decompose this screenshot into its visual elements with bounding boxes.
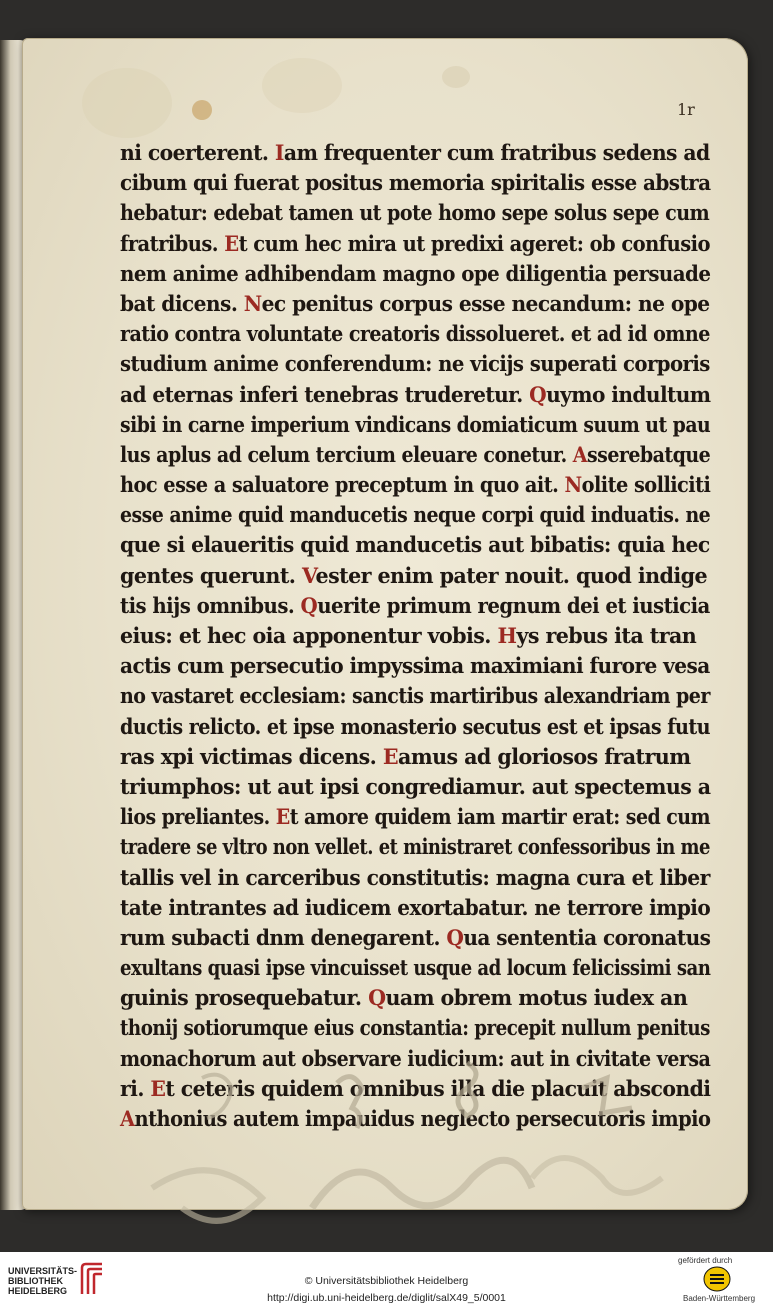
manuscript-line: gentes querunt. Vester enim pater nouit. quod indige	[120, 562, 708, 588]
faint-marginalia	[112, 1048, 732, 1238]
baden-wuerttemberg-emblem-icon	[703, 1266, 731, 1292]
manuscript-line: tallis vel in carceribus constitutis: magna cura et liber	[120, 864, 710, 890]
manuscript-line: tis hijs omnibus. Querite primum regnum dei et iusticia	[120, 592, 710, 618]
manuscript-line: ni coerterent. Iam frequenter cum fratribus sedens ad	[120, 140, 710, 165]
manuscript-line: hebatur: edebat tamen ut pote homo sepe solus sepe cum	[120, 200, 710, 226]
manuscript-line: Anthonius autem impauidus neglecto persecutoris impio	[120, 1106, 711, 1131]
stain-mark	[82, 68, 172, 138]
manuscript-line: ri. Et ceteris quidem omnibus illa die placuit abscondi	[120, 1075, 711, 1101]
folio-number: 1r	[677, 100, 695, 119]
funded-by-label: gefördert durch	[678, 1256, 733, 1265]
permalink[interactable]: http://digi.ub.uni-heidelberg.de/diglit/salX49_5/0001	[267, 1292, 506, 1304]
manuscript-line: lios preliantes. Et amore quidem iam martir erat: sed cum	[120, 804, 711, 830]
offset-ink-flourishes	[112, 1048, 732, 1238]
manuscript-line: que si elaueritis quid manducetis aut bibatis: quia hec	[120, 532, 710, 558]
manuscript-line: cibum qui fuerat positus memoria spiritalis esse abstra	[120, 170, 711, 196]
manuscript-line: bat dicens. Nec penitus corpus esse necandum: ne ope	[120, 290, 710, 316]
manuscript-line: actis cum persecutio impyssima maximiani furore vesa	[120, 653, 710, 679]
manuscript-line: triumphos: ut aut ipsi congrediamur. aut spectemus a	[120, 773, 711, 799]
copyright-notice: © Universitätsbibliothek Heidelberg	[304, 1275, 469, 1287]
stain-mark	[192, 100, 212, 120]
manuscript-line: monachorum aut observare iudicium: aut in civitate versa	[120, 1045, 711, 1071]
manuscript-line: ad eternas inferi tenebras truderetur. Quymo indultum	[120, 381, 711, 407]
manuscript-line: ras xpi victimas dicens. Eamus ad gloriosos fratrum	[120, 743, 691, 769]
manuscript-text	[120, 138, 720, 1134]
stain-mark	[262, 58, 342, 113]
library-name: UNIVERSITÄTS- BIBLIOTHEK HEIDELBERG	[8, 1266, 78, 1296]
manuscript-line: studium anime conferendum: ne vicijs superati corporis	[120, 351, 710, 377]
funder-name: Baden-Württemberg	[683, 1294, 756, 1303]
manuscript-page	[22, 38, 748, 1210]
manuscript-line: thonij sotiorumque eius constantia: precepit nullum penitus	[120, 1015, 710, 1041]
manuscript-line: tate intrantes ad iudicem exortabatur. ne terrore impio	[120, 894, 711, 920]
manuscript-line: ratio contra voluntate creatoris dissolueret. et ad id omne	[120, 321, 710, 347]
manuscript-line: sibi in carne imperium vindicans domiaticum suum ut pau	[120, 411, 711, 437]
manuscript-line: guinis prosequebatur. Quam obrem motus iudex an	[120, 985, 688, 1011]
manuscript-line: tradere se vltro non vellet. et ministraret confessoribus in me	[120, 834, 710, 860]
manuscript-line: lus aplus ad celum tercium eleuare conetur. Asserebatque	[120, 441, 711, 467]
manuscript-line: fratribus. Et cum hec mira ut predixi ageret: ob confusio	[120, 230, 710, 256]
manuscript-line: rum subacti dnm denegarent. Qua sententia coronatus	[120, 924, 711, 950]
manuscript-line: hoc esse a saluatore preceptum in quo ait. Nolite solliciti	[120, 472, 711, 498]
footer-bar	[0, 1252, 773, 1308]
manuscript-line: nem anime adhibendam magno ope diligentia persuade	[120, 260, 711, 286]
manuscript-line: ductis relicto. et ipse monasterio secutus est et ipsas futu	[120, 713, 711, 739]
manuscript-line: esse anime quid manducetis neque corpi quid induatis. ne	[120, 502, 711, 528]
manuscript-line: exultans quasi ipse vincuisset usque ad locum felicissimi san	[120, 955, 711, 981]
stain-mark	[442, 66, 470, 88]
manuscript-line: no vastaret ecclesiam: sanctis martiribus alexandriam per	[120, 683, 710, 709]
manuscript-line: eius: et hec oia apponentur vobis. Hys rebus ita tran	[120, 623, 697, 648]
